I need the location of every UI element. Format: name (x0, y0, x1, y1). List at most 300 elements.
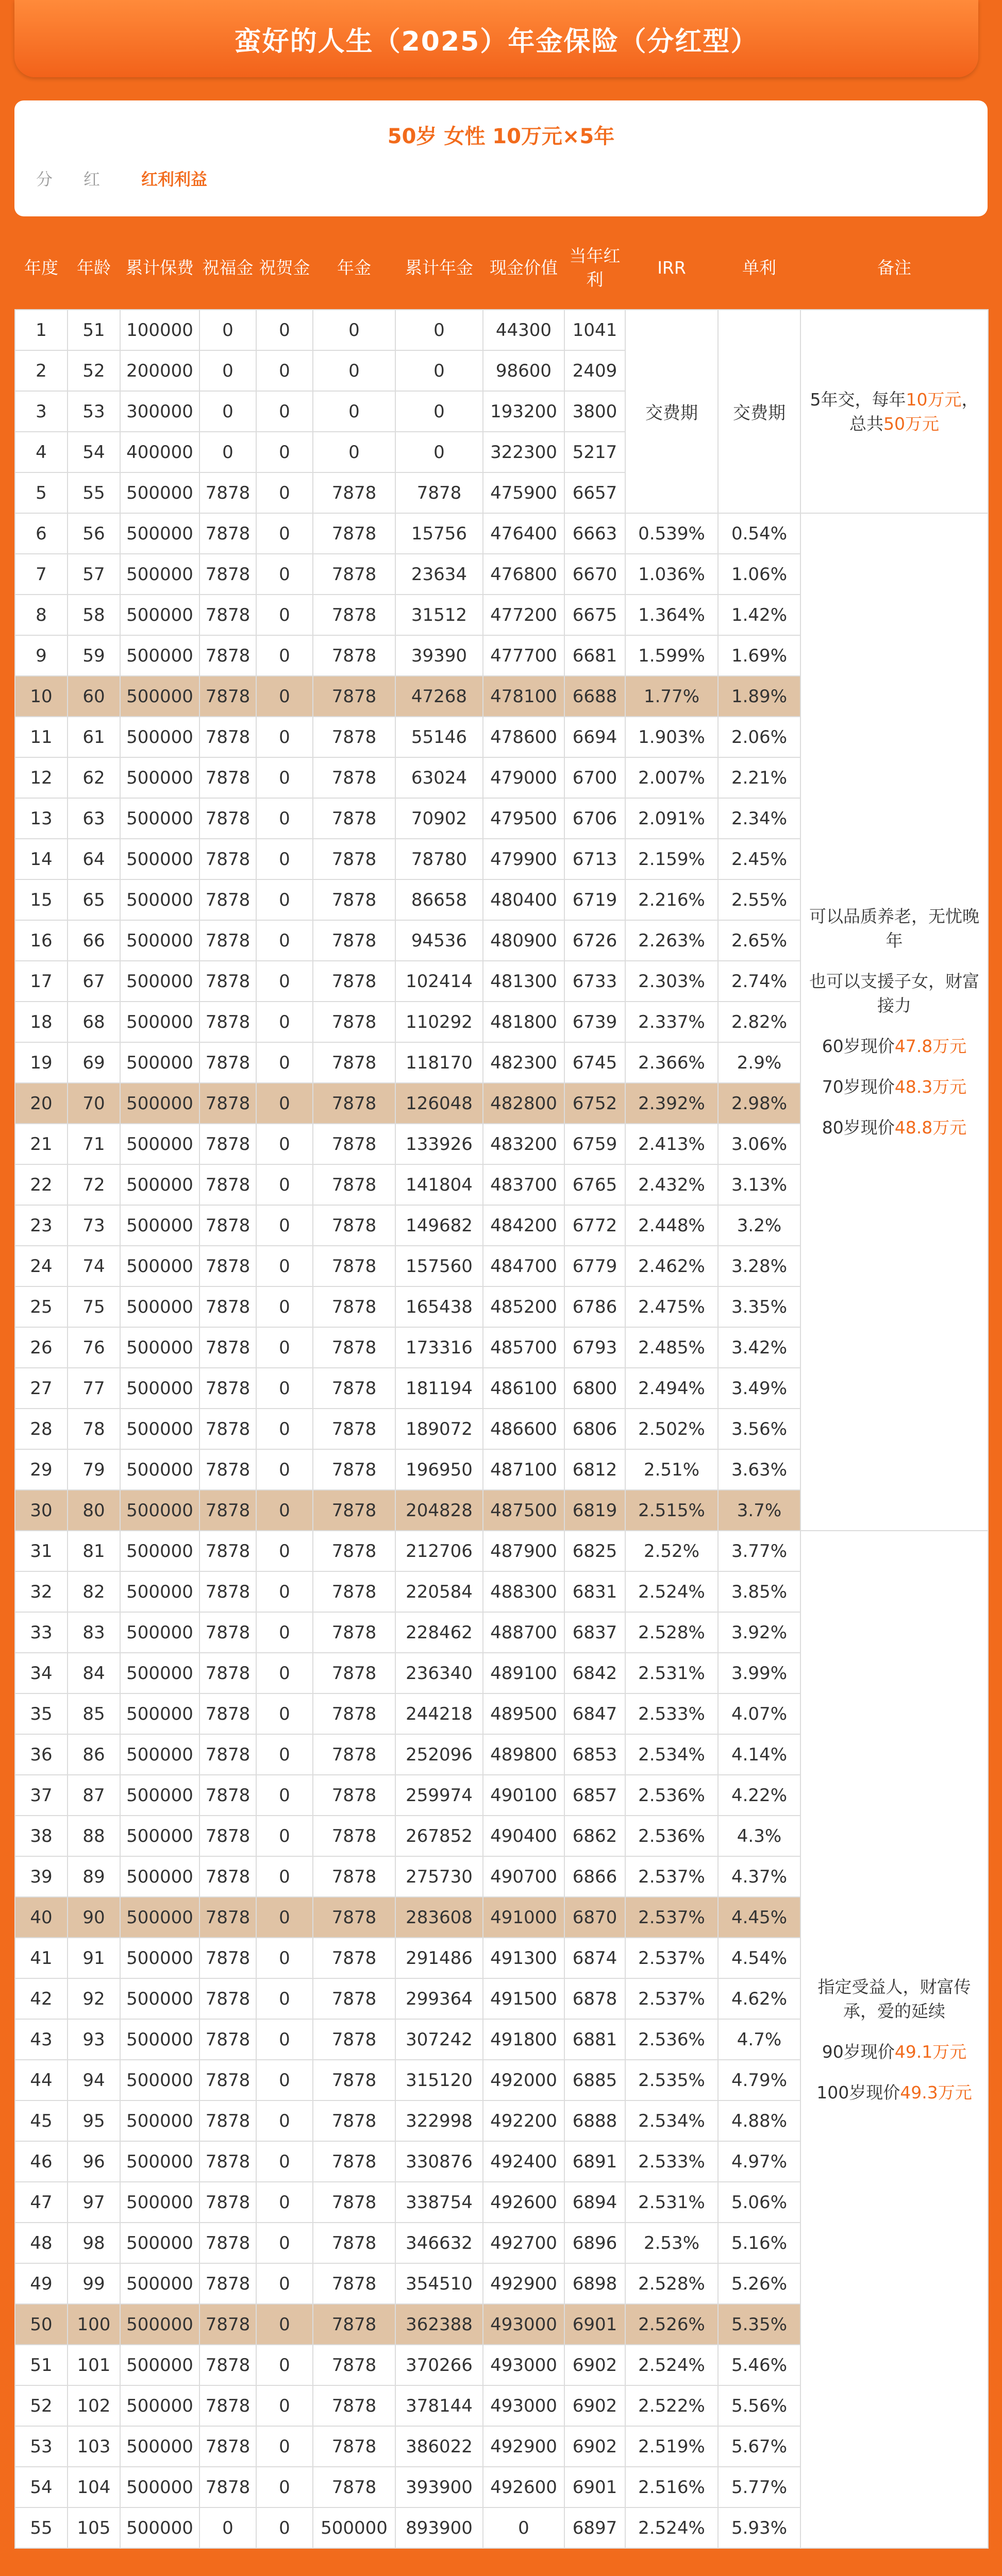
cell-age: 66 (68, 920, 120, 961)
remark-text: 70岁现价 (822, 1077, 895, 1097)
cell-simple-rate: 4.22% (718, 1775, 800, 1816)
cell-cash-value: 488700 (483, 1612, 564, 1653)
cell-irr: 2.007% (625, 757, 718, 798)
cell-cumulative-annuity: 0 (395, 350, 483, 391)
header-congrats-fund: 祝贺金 (256, 227, 313, 310)
cell-cumulative-annuity: 354510 (395, 2263, 483, 2304)
cell-congrats-fund: 0 (256, 595, 313, 635)
cell-dividend: 6901 (564, 2467, 625, 2507)
cell-blessing-fund: 0 (199, 432, 256, 472)
cell-blessing-fund: 7878 (199, 961, 256, 1002)
cell-cumulative-premium: 500000 (120, 1938, 199, 1978)
cell-dividend: 6694 (564, 717, 625, 757)
cell-irr: 2.537% (625, 1856, 718, 1897)
remark-paragraph (808, 904, 980, 953)
cell-dividend: 6853 (564, 1734, 625, 1775)
cell-cumulative-premium: 500000 (120, 1734, 199, 1775)
cell-dividend: 6765 (564, 1164, 625, 1205)
cell-cumulative-annuity: 189072 (395, 1409, 483, 1449)
cell-irr: 2.536% (625, 1816, 718, 1856)
cell-irr: 2.524% (625, 1571, 718, 1612)
cell-year: 49 (15, 2263, 68, 2304)
cell-cumulative-annuity: 149682 (395, 1205, 483, 1246)
cell-blessing-fund: 7878 (199, 757, 256, 798)
cell-year: 37 (15, 1775, 68, 1816)
cell-dividend: 6779 (564, 1246, 625, 1286)
cell-cumulative-annuity: 291486 (395, 1938, 483, 1978)
cell-congrats-fund: 0 (256, 1164, 313, 1205)
cell-cumulative-premium: 500000 (120, 1368, 199, 1409)
cell-simple-rate: 5.93% (718, 2507, 800, 2548)
cell-cash-value: 492400 (483, 2141, 564, 2182)
cell-cumulative-premium: 500000 (120, 2304, 199, 2345)
cell-year: 39 (15, 1856, 68, 1897)
cell-blessing-fund: 7878 (199, 1571, 256, 1612)
cell-dividend: 6812 (564, 1449, 625, 1490)
cell-year: 12 (15, 757, 68, 798)
cell-simple-rate: 4.54% (718, 1938, 800, 1978)
cell-blessing-fund: 7878 (199, 1002, 256, 1042)
cell-dividend: 6819 (564, 1490, 625, 1531)
cell-cumulative-premium: 500000 (120, 676, 199, 717)
cell-cumulative-annuity: 196950 (395, 1449, 483, 1490)
cell-cash-value: 481800 (483, 1002, 564, 1042)
cell-age: 103 (68, 2426, 120, 2467)
cell-dividend: 6897 (564, 2507, 625, 2548)
cell-year: 10 (15, 676, 68, 717)
cell-blessing-fund: 7878 (199, 2467, 256, 2507)
cell-cumulative-premium: 500000 (120, 1653, 199, 1693)
cell-cash-value: 493000 (483, 2385, 564, 2426)
cell-simple-rate: 5.67% (718, 2426, 800, 2467)
cell-dividend: 6675 (564, 595, 625, 635)
cell-annuity: 7878 (313, 920, 395, 961)
cell-simple-rate: 4.97% (718, 2141, 800, 2182)
cell-irr: 2.537% (625, 1978, 718, 2019)
table-row (15, 310, 988, 350)
cell-simple-rate: 2.45% (718, 839, 800, 879)
cell-annuity: 7878 (313, 635, 395, 676)
table-header-row (15, 227, 988, 310)
cell-congrats-fund: 0 (256, 798, 313, 839)
cell-year: 17 (15, 961, 68, 1002)
cell-cumulative-premium: 500000 (120, 2385, 199, 2426)
cell-blessing-fund: 7878 (199, 1897, 256, 1938)
table-body (15, 310, 988, 2548)
cell-cumulative-annuity: 0 (395, 391, 483, 432)
info-value: 红利利益 (141, 170, 208, 189)
header-cash-value: 现金价值 (483, 227, 564, 310)
cell-cash-value: 492900 (483, 2263, 564, 2304)
cell-simple-rate: 5.06% (718, 2182, 800, 2223)
cell-year: 52 (15, 2385, 68, 2426)
cell-dividend: 2409 (564, 350, 625, 391)
cell-cumulative-annuity: 70902 (395, 798, 483, 839)
cell-annuity: 7878 (313, 2141, 395, 2182)
cell-year: 29 (15, 1449, 68, 1490)
cell-cumulative-premium: 500000 (120, 2345, 199, 2385)
cell-year: 21 (15, 1124, 68, 1164)
cell-cumulative-premium: 500000 (120, 1856, 199, 1897)
cell-irr: 2.531% (625, 1653, 718, 1693)
cell-cash-value: 492600 (483, 2467, 564, 2507)
cell-congrats-fund: 0 (256, 2019, 313, 2060)
cell-congrats-fund: 0 (256, 391, 313, 432)
cell-cumulative-annuity: 181194 (395, 1368, 483, 1409)
cell-cumulative-premium: 500000 (120, 920, 199, 961)
header-remarks: 备注 (800, 227, 988, 310)
cell-age: 102 (68, 2385, 120, 2426)
cell-congrats-fund: 0 (256, 1531, 313, 1571)
cell-annuity: 7878 (313, 1327, 395, 1368)
cell-irr: 2.216% (625, 879, 718, 920)
cell-blessing-fund: 7878 (199, 513, 256, 554)
cell-dividend: 6681 (564, 635, 625, 676)
cell-cumulative-premium: 500000 (120, 1205, 199, 1246)
cell-cumulative-premium: 500000 (120, 2060, 199, 2100)
cell-age: 60 (68, 676, 120, 717)
cell-cash-value: 492000 (483, 2060, 564, 2100)
cell-simple-rate: 2.06% (718, 717, 800, 757)
cell-congrats-fund: 0 (256, 2467, 313, 2507)
cell-dividend: 6786 (564, 1286, 625, 1327)
cell-cumulative-premium: 500000 (120, 1286, 199, 1327)
cell-cumulative-premium: 500000 (120, 1816, 199, 1856)
simple-rate-payment-period: 交费期 (718, 310, 800, 513)
cell-congrats-fund: 0 (256, 1449, 313, 1490)
cell-irr: 2.528% (625, 1612, 718, 1653)
remark-text: 也可以支援子女，财富接力 (809, 971, 979, 1015)
cell-dividend: 6657 (564, 472, 625, 513)
cell-cash-value: 476800 (483, 554, 564, 595)
cell-annuity: 7878 (313, 961, 395, 1002)
cell-age: 73 (68, 1205, 120, 1246)
cell-cumulative-annuity: 893900 (395, 2507, 483, 2548)
cell-cash-value: 479000 (483, 757, 564, 798)
cell-age: 76 (68, 1327, 120, 1368)
cell-year: 50 (15, 2304, 68, 2345)
remark-paragraph (808, 1975, 980, 2023)
cell-annuity: 0 (313, 432, 395, 472)
cell-age: 86 (68, 1734, 120, 1775)
cell-cumulative-premium: 500000 (120, 839, 199, 879)
cell-blessing-fund: 7878 (199, 1938, 256, 1978)
cell-year: 30 (15, 1490, 68, 1531)
cell-cumulative-premium: 500000 (120, 961, 199, 1002)
cell-year: 6 (15, 513, 68, 554)
cell-cumulative-annuity: 86658 (395, 879, 483, 920)
cell-annuity: 7878 (313, 1490, 395, 1531)
cell-blessing-fund: 7878 (199, 1775, 256, 1816)
cell-cumulative-annuity: 299364 (395, 1978, 483, 2019)
cell-cash-value: 0 (483, 2507, 564, 2548)
cell-dividend: 6837 (564, 1612, 625, 1653)
cell-irr: 2.448% (625, 1205, 718, 1246)
cell-annuity: 7878 (313, 2304, 395, 2345)
cell-cumulative-premium: 500000 (120, 635, 199, 676)
cell-blessing-fund: 7878 (199, 1164, 256, 1205)
cell-cash-value: 489800 (483, 1734, 564, 1775)
cell-simple-rate: 5.26% (718, 2263, 800, 2304)
cell-irr: 2.519% (625, 2426, 718, 2467)
cell-year: 20 (15, 1083, 68, 1124)
remark-paragraph (808, 1034, 980, 1058)
cell-cumulative-premium: 500000 (120, 2182, 199, 2223)
cell-annuity: 7878 (313, 1449, 395, 1490)
cell-congrats-fund: 0 (256, 472, 313, 513)
cell-simple-rate: 2.55% (718, 879, 800, 920)
cell-dividend: 6902 (564, 2345, 625, 2385)
cell-congrats-fund: 0 (256, 879, 313, 920)
cell-age: 101 (68, 2345, 120, 2385)
cell-cash-value: 489100 (483, 1653, 564, 1693)
cell-blessing-fund: 7878 (199, 472, 256, 513)
cell-age: 74 (68, 1246, 120, 1286)
cell-congrats-fund: 0 (256, 757, 313, 798)
cell-congrats-fund: 0 (256, 2182, 313, 2223)
cell-cumulative-premium: 500000 (120, 1246, 199, 1286)
remark-text: 100岁现价 (816, 2082, 900, 2103)
remark-text: 80岁现价 (822, 1117, 895, 1138)
cell-congrats-fund: 0 (256, 1083, 313, 1124)
cell-cumulative-premium: 500000 (120, 717, 199, 757)
cell-irr: 2.091% (625, 798, 718, 839)
cell-simple-rate: 2.82% (718, 1002, 800, 1042)
cell-cumulative-premium: 500000 (120, 1002, 199, 1042)
cell-congrats-fund: 0 (256, 432, 313, 472)
cell-annuity: 7878 (313, 1612, 395, 1653)
cell-cumulative-annuity: 7878 (395, 472, 483, 513)
cell-year: 3 (15, 391, 68, 432)
cell-dividend: 6831 (564, 1571, 625, 1612)
cell-simple-rate: 4.07% (718, 1693, 800, 1734)
cell-simple-rate: 3.7% (718, 1490, 800, 1531)
cell-age: 91 (68, 1938, 120, 1978)
cell-age: 88 (68, 1816, 120, 1856)
cell-cumulative-annuity: 94536 (395, 920, 483, 961)
cell-congrats-fund: 0 (256, 1124, 313, 1164)
cell-blessing-fund: 7878 (199, 1816, 256, 1856)
cell-annuity: 7878 (313, 595, 395, 635)
cell-congrats-fund: 0 (256, 1856, 313, 1897)
cell-simple-rate: 1.69% (718, 635, 800, 676)
cell-cumulative-premium: 500000 (120, 1693, 199, 1734)
cell-cumulative-premium: 500000 (120, 1449, 199, 1490)
remark-paragraph (808, 387, 980, 436)
cell-cumulative-premium: 500000 (120, 1571, 199, 1612)
cell-irr: 2.51% (625, 1449, 718, 1490)
cell-irr: 2.485% (625, 1327, 718, 1368)
cell-cumulative-premium: 500000 (120, 2426, 199, 2467)
cell-age: 65 (68, 879, 120, 920)
cell-cash-value: 489500 (483, 1693, 564, 1734)
cell-blessing-fund: 7878 (199, 1653, 256, 1693)
cell-congrats-fund: 0 (256, 554, 313, 595)
cell-cash-value: 491300 (483, 1938, 564, 1978)
cell-cumulative-premium: 500000 (120, 1327, 199, 1368)
header-age: 年龄 (68, 227, 120, 310)
cell-cash-value: 491000 (483, 1897, 564, 1938)
cell-congrats-fund: 0 (256, 1246, 313, 1286)
cell-irr: 2.392% (625, 1083, 718, 1124)
benefit-table (14, 227, 989, 2549)
cell-dividend: 6745 (564, 1042, 625, 1083)
cell-dividend: 6862 (564, 1816, 625, 1856)
cell-cumulative-premium: 500000 (120, 2467, 199, 2507)
cell-annuity: 7878 (313, 2385, 395, 2426)
cell-cumulative-annuity: 141804 (395, 1164, 483, 1205)
cell-year: 15 (15, 879, 68, 920)
cell-year: 51 (15, 2345, 68, 2385)
cell-simple-rate: 3.99% (718, 1653, 800, 1693)
cell-simple-rate: 3.77% (718, 1531, 800, 1571)
cell-irr: 1.036% (625, 554, 718, 595)
cell-cumulative-annuity: 102414 (395, 961, 483, 1002)
cell-age: 72 (68, 1164, 120, 1205)
cell-simple-rate: 3.35% (718, 1286, 800, 1327)
cell-irr: 2.533% (625, 1693, 718, 1734)
cell-year: 2 (15, 350, 68, 391)
cell-annuity: 7878 (313, 839, 395, 879)
cell-dividend: 6888 (564, 2100, 625, 2141)
cell-dividend: 6825 (564, 1531, 625, 1571)
cell-simple-rate: 3.49% (718, 1368, 800, 1409)
cell-year: 38 (15, 1816, 68, 1856)
cell-year: 44 (15, 2060, 68, 2100)
cell-cash-value: 491800 (483, 2019, 564, 2060)
cell-cash-value: 476400 (483, 513, 564, 554)
cell-age: 78 (68, 1409, 120, 1449)
cell-irr: 2.462% (625, 1246, 718, 1286)
cell-year: 16 (15, 920, 68, 961)
cell-annuity: 7878 (313, 717, 395, 757)
title-banner (14, 0, 978, 77)
cell-congrats-fund: 0 (256, 2060, 313, 2100)
cell-age: 54 (68, 432, 120, 472)
cell-blessing-fund: 0 (199, 391, 256, 432)
cell-cash-value: 485700 (483, 1327, 564, 1368)
cell-age: 53 (68, 391, 120, 432)
cell-simple-rate: 5.46% (718, 2345, 800, 2385)
remark-paragraph (808, 2080, 980, 2105)
cell-age: 95 (68, 2100, 120, 2141)
cell-dividend: 6885 (564, 2060, 625, 2100)
cell-year: 40 (15, 1897, 68, 1938)
cell-year: 4 (15, 432, 68, 472)
cell-blessing-fund: 7878 (199, 2141, 256, 2182)
cell-annuity: 7878 (313, 1571, 395, 1612)
cell-age: 90 (68, 1897, 120, 1938)
cell-age: 85 (68, 1693, 120, 1734)
cell-irr: 2.522% (625, 2385, 718, 2426)
cell-blessing-fund: 7878 (199, 879, 256, 920)
cell-annuity: 7878 (313, 2467, 395, 2507)
cell-simple-rate: 3.42% (718, 1327, 800, 1368)
cell-cumulative-annuity: 39390 (395, 635, 483, 676)
cell-cash-value: 480900 (483, 920, 564, 961)
cell-annuity: 7878 (313, 1002, 395, 1042)
cell-cash-value: 493000 (483, 2304, 564, 2345)
cell-cumulative-annuity: 244218 (395, 1693, 483, 1734)
cell-congrats-fund: 0 (256, 1693, 313, 1734)
cell-dividend: 6806 (564, 1409, 625, 1449)
cell-blessing-fund: 7878 (199, 1042, 256, 1083)
remarks-cell (800, 513, 988, 1531)
cell-irr: 2.534% (625, 2100, 718, 2141)
cell-cumulative-annuity: 212706 (395, 1531, 483, 1571)
cell-congrats-fund: 0 (256, 2345, 313, 2385)
cell-congrats-fund: 0 (256, 350, 313, 391)
cell-cumulative-premium: 500000 (120, 1531, 199, 1571)
cell-cumulative-annuity: 0 (395, 310, 483, 350)
cell-cumulative-premium: 500000 (120, 2019, 199, 2060)
cell-year: 24 (15, 1246, 68, 1286)
cell-year: 5 (15, 472, 68, 513)
cell-annuity: 7878 (313, 472, 395, 513)
cell-blessing-fund: 7878 (199, 1531, 256, 1571)
cell-annuity: 7878 (313, 1978, 395, 2019)
cell-age: 93 (68, 2019, 120, 2060)
cell-dividend: 6894 (564, 2182, 625, 2223)
cell-blessing-fund: 7878 (199, 1612, 256, 1653)
cell-age: 104 (68, 2467, 120, 2507)
cell-cumulative-annuity: 267852 (395, 1816, 483, 1856)
cell-congrats-fund: 0 (256, 1042, 313, 1083)
cell-dividend: 6902 (564, 2426, 625, 2467)
cell-congrats-fund: 0 (256, 1368, 313, 1409)
cell-dividend: 6800 (564, 1368, 625, 1409)
cell-cumulative-annuity: 236340 (395, 1653, 483, 1693)
cell-cumulative-annuity: 259974 (395, 1775, 483, 1816)
cell-age: 56 (68, 513, 120, 554)
cell-irr: 2.366% (625, 1042, 718, 1083)
info-row (36, 166, 207, 190)
cell-cumulative-annuity: 330876 (395, 2141, 483, 2182)
remark-highlight: 50万元 (883, 413, 939, 434)
cell-cumulative-premium: 500000 (120, 1083, 199, 1124)
cell-blessing-fund: 0 (199, 2507, 256, 2548)
cell-cumulative-premium: 500000 (120, 472, 199, 513)
cell-age: 55 (68, 472, 120, 513)
cell-irr: 2.524% (625, 2345, 718, 2385)
cell-annuity: 0 (313, 391, 395, 432)
cell-cumulative-annuity: 346632 (395, 2223, 483, 2263)
cell-simple-rate: 1.06% (718, 554, 800, 595)
cell-annuity: 7878 (313, 1938, 395, 1978)
cell-year: 23 (15, 1205, 68, 1246)
cell-blessing-fund: 7878 (199, 1490, 256, 1531)
cell-cumulative-annuity: 47268 (395, 676, 483, 717)
cell-cash-value: 478600 (483, 717, 564, 757)
cell-cash-value: 492700 (483, 2223, 564, 2263)
cell-year: 7 (15, 554, 68, 595)
header-cumulative-premium: 累计保费 (120, 227, 199, 310)
cell-cash-value: 322300 (483, 432, 564, 472)
cell-cash-value: 492900 (483, 2426, 564, 2467)
cell-simple-rate: 3.56% (718, 1409, 800, 1449)
cell-cumulative-annuity: 338754 (395, 2182, 483, 2223)
cell-dividend: 6719 (564, 879, 625, 920)
cell-annuity: 7878 (313, 1897, 395, 1938)
cell-congrats-fund: 0 (256, 2385, 313, 2426)
cell-cash-value: 490400 (483, 1816, 564, 1856)
cell-irr: 2.531% (625, 2182, 718, 2223)
cell-blessing-fund: 7878 (199, 2345, 256, 2385)
cell-congrats-fund: 0 (256, 1002, 313, 1042)
cell-age: 80 (68, 1490, 120, 1531)
cell-dividend: 6713 (564, 839, 625, 879)
cell-simple-rate: 4.45% (718, 1897, 800, 1938)
